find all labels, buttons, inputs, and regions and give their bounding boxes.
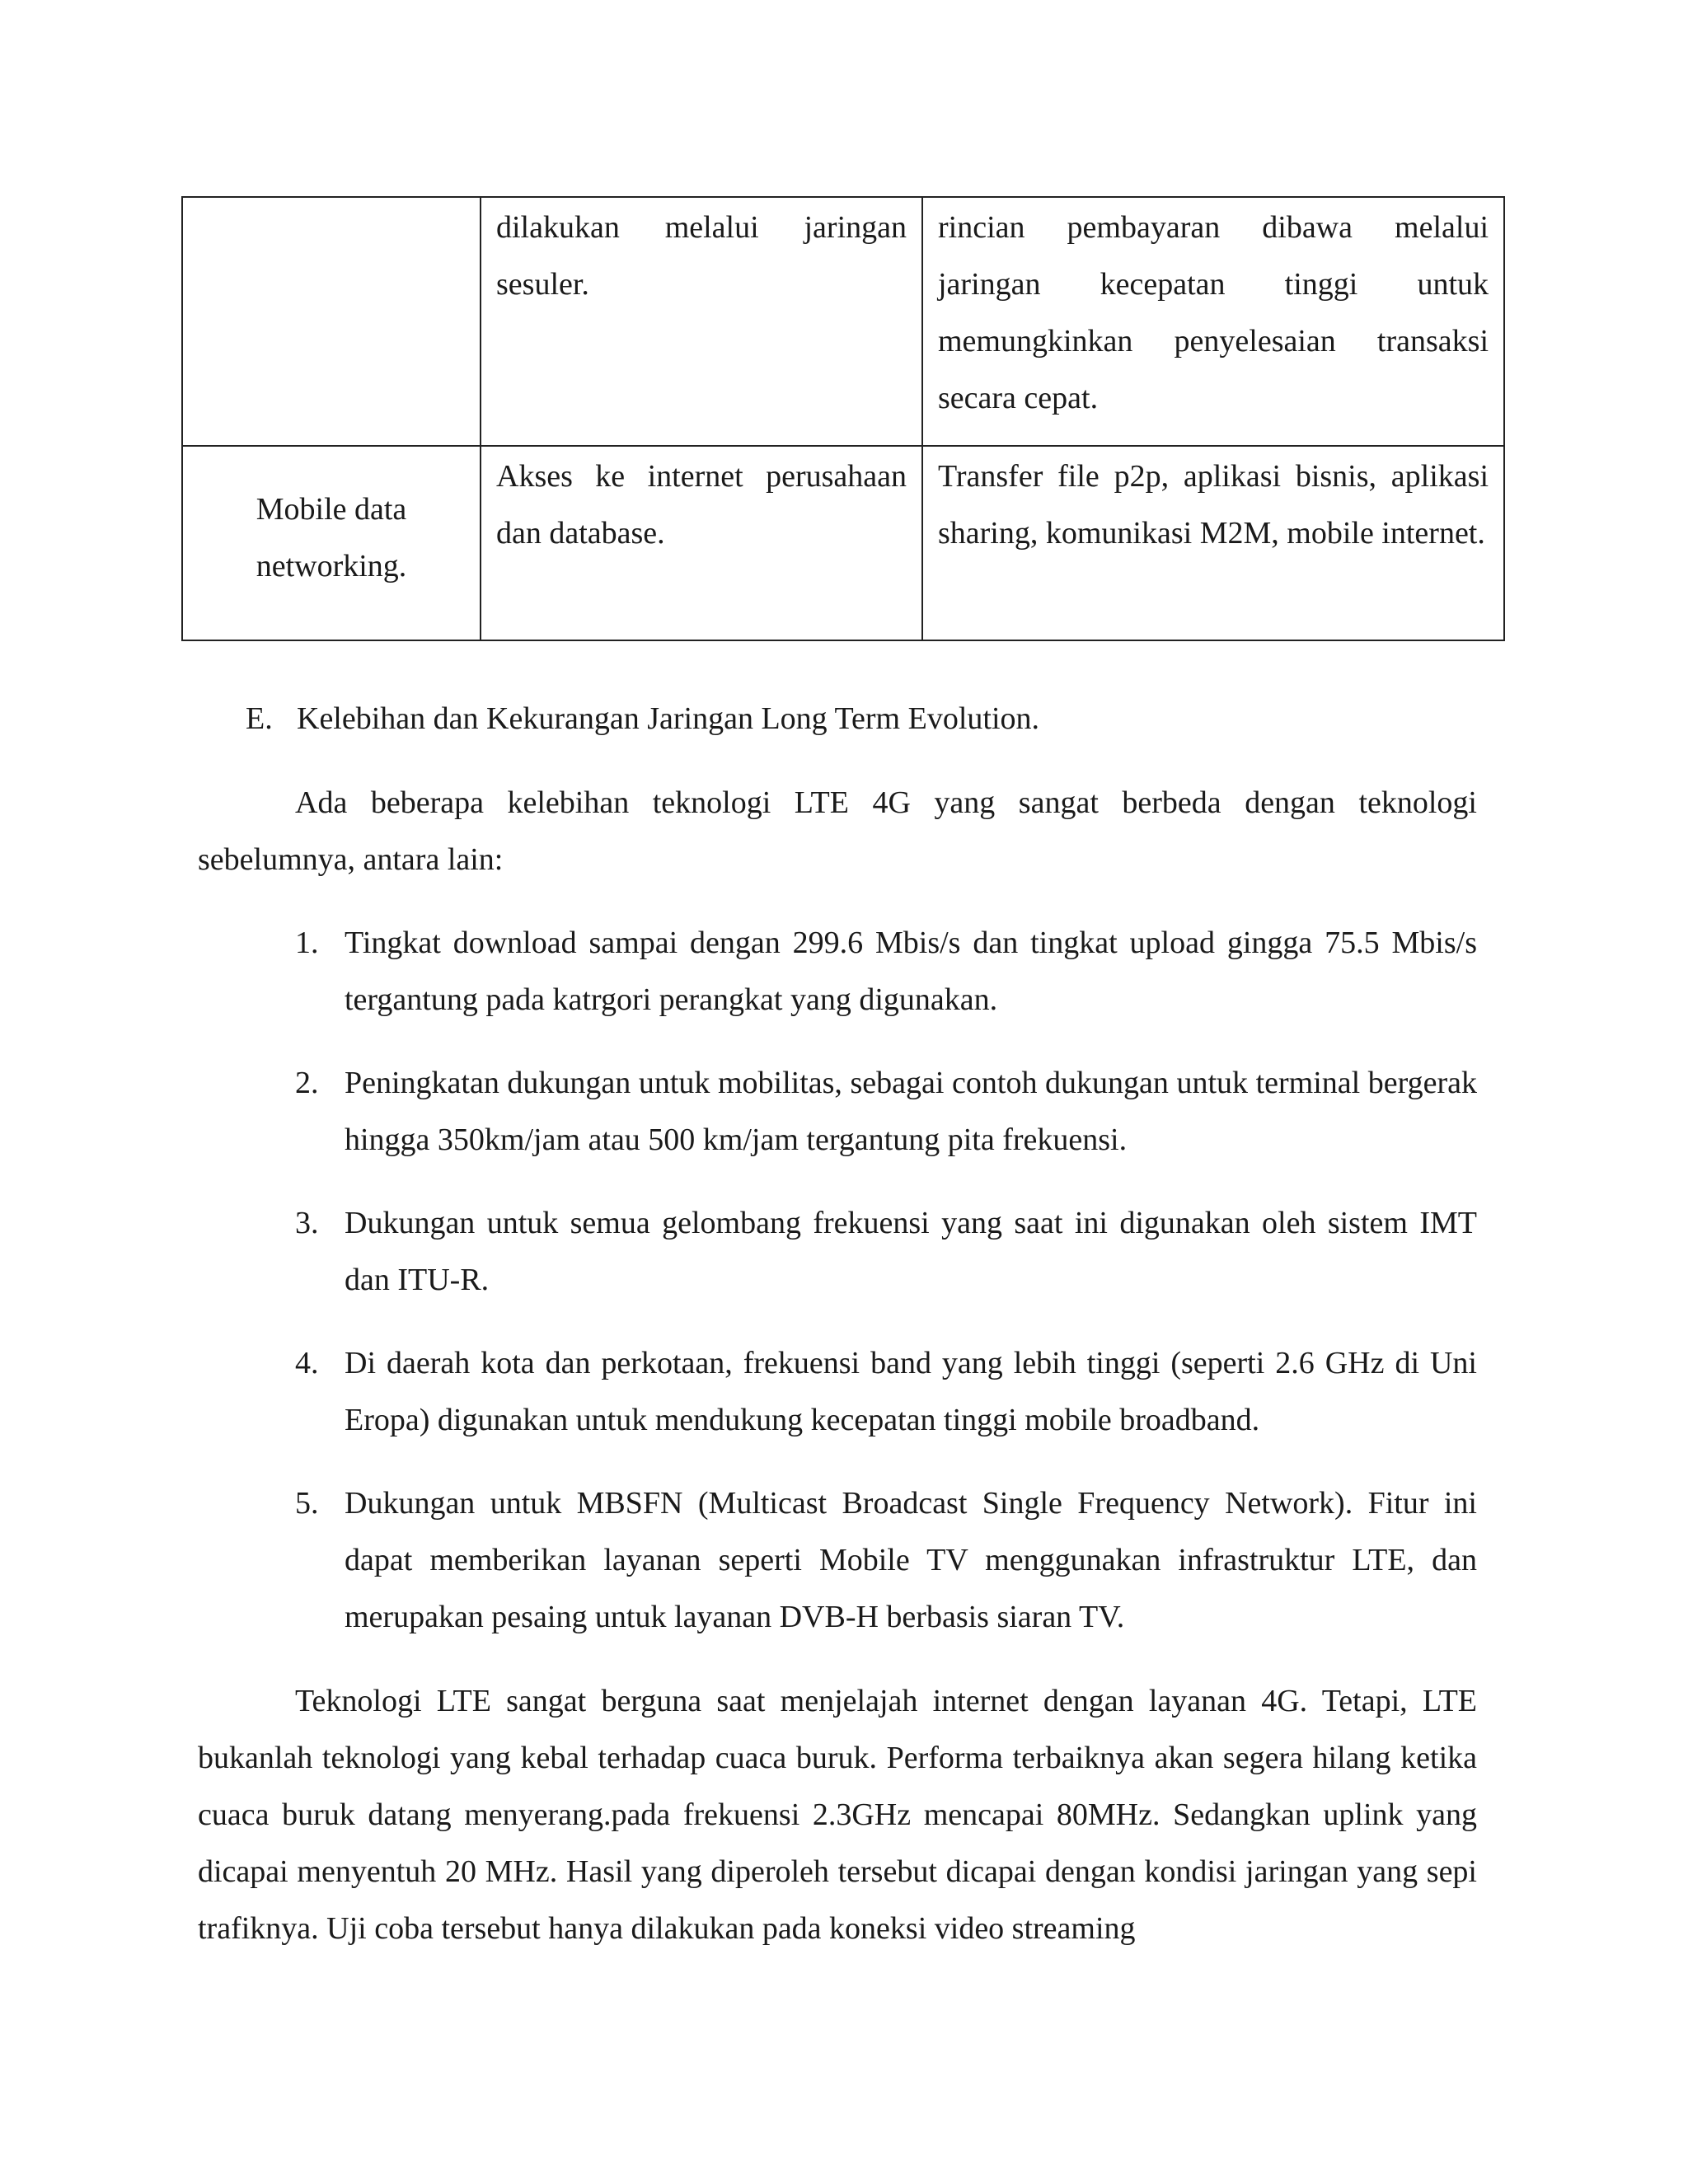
- list-number: 5.: [295, 1486, 319, 1521]
- list-item: [295, 915, 1477, 1029]
- table-row: [182, 197, 1504, 446]
- list-number: 3.: [295, 1206, 319, 1240]
- list-number: 2.: [295, 1066, 319, 1100]
- table-cell-description: dilakukan melalui jaringan sesuler.: [481, 197, 922, 446]
- list-text: Dukungan untuk MBSFN (Multicast Broadcast Single Frequency Network). Fitur ini dapat memberikan layanan seperti Mobile TV menggunakan infrastruktur LTE, dan merupakan pesaing untuk layanan DVB-H berbasis siaran TV.: [345, 1486, 1477, 1634]
- final-paragraph: [198, 1673, 1477, 1957]
- section-marker: E.: [246, 701, 273, 736]
- advantages-list: [295, 915, 1477, 1672]
- table-cell-category: Mobile data networking.: [182, 446, 481, 640]
- table-cell-application: Transfer file p2p, aplikasi bisnis, aplikasi sharing, komunikasi M2M, mobile internet.: [922, 446, 1504, 640]
- list-text: Peningkatan dukungan untuk mobilitas, sebagai contoh dukungan untuk terminal bergerak hingga 350km/jam atau 500 km/jam tergantung pita frekuensi.: [345, 1066, 1477, 1157]
- list-item: [295, 1055, 1477, 1169]
- table-cell-category: [182, 197, 481, 446]
- table-row: [182, 446, 1504, 640]
- list-text: Di daerah kota dan perkotaan, frekuensi band yang lebih tinggi (seperti 2.6 GHz di Uni Eropa) digunakan untuk mendukung kecepatan tinggi mobile broadband.: [345, 1346, 1477, 1437]
- list-text: Tingkat download sampai dengan 299.6 Mbis/s dan tingkat upload gingga 75.5 Mbis/s tergantung pada katrgori perangkat yang digunakan.: [345, 926, 1477, 1017]
- intro-paragraph: [198, 775, 1477, 888]
- list-item: [295, 1195, 1477, 1309]
- section-heading: [246, 694, 1039, 743]
- list-text: Dukungan untuk semua gelombang frekuensi yang saat ini digunakan oleh sistem IMT dan ITU-R.: [345, 1206, 1477, 1297]
- table-cell-description: Akses ke internet perusahaan dan database.: [481, 446, 922, 640]
- section-title: Kelebihan dan Kekurangan Jaringan Long Term Evolution.: [297, 701, 1039, 736]
- comparison-table: [181, 196, 1505, 641]
- table-cell-application: rincian pembayaran dibawa melalui jaringan kecepatan tinggi untuk memungkinkan penyelesaian transaksi secara cepat.: [922, 197, 1504, 446]
- list-item: [295, 1335, 1477, 1449]
- list-item: [295, 1475, 1477, 1646]
- list-number: 4.: [295, 1346, 319, 1380]
- intro-text: Ada beberapa kelebihan teknologi LTE 4G yang sangat berbeda dengan teknologi sebelumnya, antara lain:: [198, 785, 1477, 877]
- final-text: Teknologi LTE sangat berguna saat menjelajah internet dengan layanan 4G. Tetapi, LTE bukanlah teknologi yang kebal terhadap cuaca buruk. Performa terbaiknya akan segera hilang ketika cuaca buruk datang menyerang.pada frekuensi 2.3GHz mencapai 80MHz. Sedangkan uplink yang dicapai menyentuh 20 MHz. Hasil yang diperoleh tersebut dicapai dengan kondisi jaringan yang sepi trafiknya. Uji coba tersebut hanya dilakukan pada koneksi video streaming: [198, 1684, 1477, 1946]
- list-number: 1.: [295, 926, 319, 960]
